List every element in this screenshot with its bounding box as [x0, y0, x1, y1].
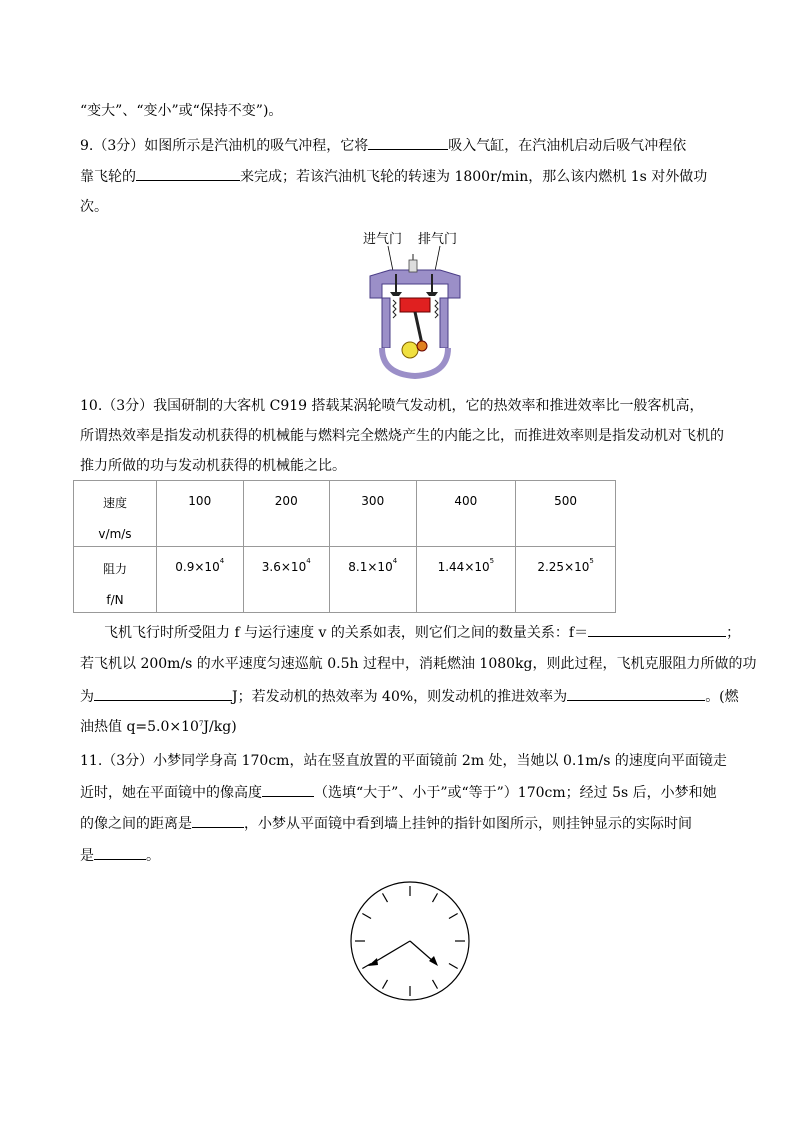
clock-face: [349, 880, 471, 1002]
q11-blank-time[interactable]: [94, 845, 146, 860]
table-cell: $2.25\times 10^5$: [516, 547, 616, 613]
speed-unit: v/m/s: [98, 527, 132, 541]
q9-line2-b: 来完成；若该汽油机飞轮的转速为 1800r/min，那么该内燃机 1s 对外做功: [240, 169, 708, 185]
q11-line2: 近时，她在平面镜中的像高度 （选填“大于”、小于”或“等于”）170cm；经过 5s 后，小梦和她: [80, 782, 720, 803]
table-cell: 300: [330, 481, 417, 547]
q10-blank-work[interactable]: [94, 686, 232, 701]
drag-unit: f/N: [106, 593, 124, 607]
q11-line3: 的像之间的距离是 ，小梦从平面镜中看到墙上挂钟的指针如图所示，则挂钟显示的实际时间: [80, 813, 720, 834]
table-header-speed: [74, 481, 157, 547]
table-cell: 500: [516, 481, 616, 547]
intake-valve-label: 进气门: [363, 232, 403, 247]
q9-line1: [80, 135, 720, 156]
q11-line4: 是 。: [80, 845, 720, 866]
q10-line2: 所谓热效率是指发动机获得的机械能与燃料完全燃烧产生的内能之比，而推进效率则是指发动机对飞机的: [80, 428, 724, 444]
table-row-drag: [74, 547, 616, 613]
table-cell: 100: [157, 481, 244, 547]
q11-blank-distance[interactable]: [192, 813, 244, 828]
q10-after2: 若飞机以 200m/s 的水平速度匀速巡航 0.5h 过程中，消耗燃油 1080kg，则此过程，飞机克服阻力所做的功: [80, 656, 757, 672]
table-cell: 400: [416, 481, 516, 547]
drag-label: 阻力: [102, 562, 127, 576]
speed-label: 速度: [102, 496, 127, 510]
q11-blank-height[interactable]: [262, 782, 314, 797]
q9-line3: 次。: [80, 199, 108, 215]
q11-line1: 11.（3分）小梦同学身高 170cm，站在竖直放置的平面镜前 2m 处，当她以 0.1m/s 的速度向平面镜走: [80, 753, 727, 769]
q10-line1: 10.（3分）我国研制的大客机 C919 搭载某涡轮喷气发动机，它的热效率和推进效率比一般客机高，: [80, 398, 704, 414]
q9-line1-b: 吸入气缸，在汽油机启动后吸气冲程依: [448, 138, 687, 154]
q10-blank-efficiency[interactable]: [567, 686, 705, 701]
table-cell: $0.9\times 10^4$: [157, 547, 244, 613]
q9-line2: [80, 166, 720, 187]
clock-figure: [349, 880, 471, 1002]
q10-after1: 飞机飞行时所受阻力 f 与运行速度 v 的关系如表，则它们之间的数量关系：f＝ ；: [104, 622, 724, 643]
engine-cylinder-diagram: [360, 226, 470, 386]
q9-line2-a: 靠飞轮的: [80, 169, 136, 185]
q9-blank-1[interactable]: [368, 135, 448, 150]
q9-blank-2[interactable]: [136, 166, 240, 181]
table-cell: $8.1\times 10^4$: [330, 547, 417, 613]
q10-after4: 油热值 $q=5.0\times 10^7J/kg$): [80, 719, 237, 735]
speed-drag-table: [73, 480, 616, 613]
table-cell: $1.44\times 10^5$: [416, 547, 516, 613]
q9-line1-a: 9.（3分）如图所示是汽油机的吸气冲程，它将: [80, 138, 369, 154]
q10-after3: 为 J；若发动机的热效率为 40%，则发动机的推进效率为 。(燃: [80, 686, 720, 707]
table-cell: 200: [243, 481, 330, 547]
q10-blank-f[interactable]: [588, 622, 726, 637]
table-header-drag: [74, 547, 157, 613]
table-row-speed: [74, 481, 616, 547]
exhaust-valve-label: 排气门: [418, 232, 458, 247]
q8-tail-text: “变大”、“变小”或“保持不变”)。: [80, 103, 283, 119]
table-cell: $3.6\times 10^4$: [243, 547, 330, 613]
engine-figure: [360, 226, 470, 386]
q10-line3: 推力所做的功与发动机获得的机械能之比。: [80, 458, 346, 474]
